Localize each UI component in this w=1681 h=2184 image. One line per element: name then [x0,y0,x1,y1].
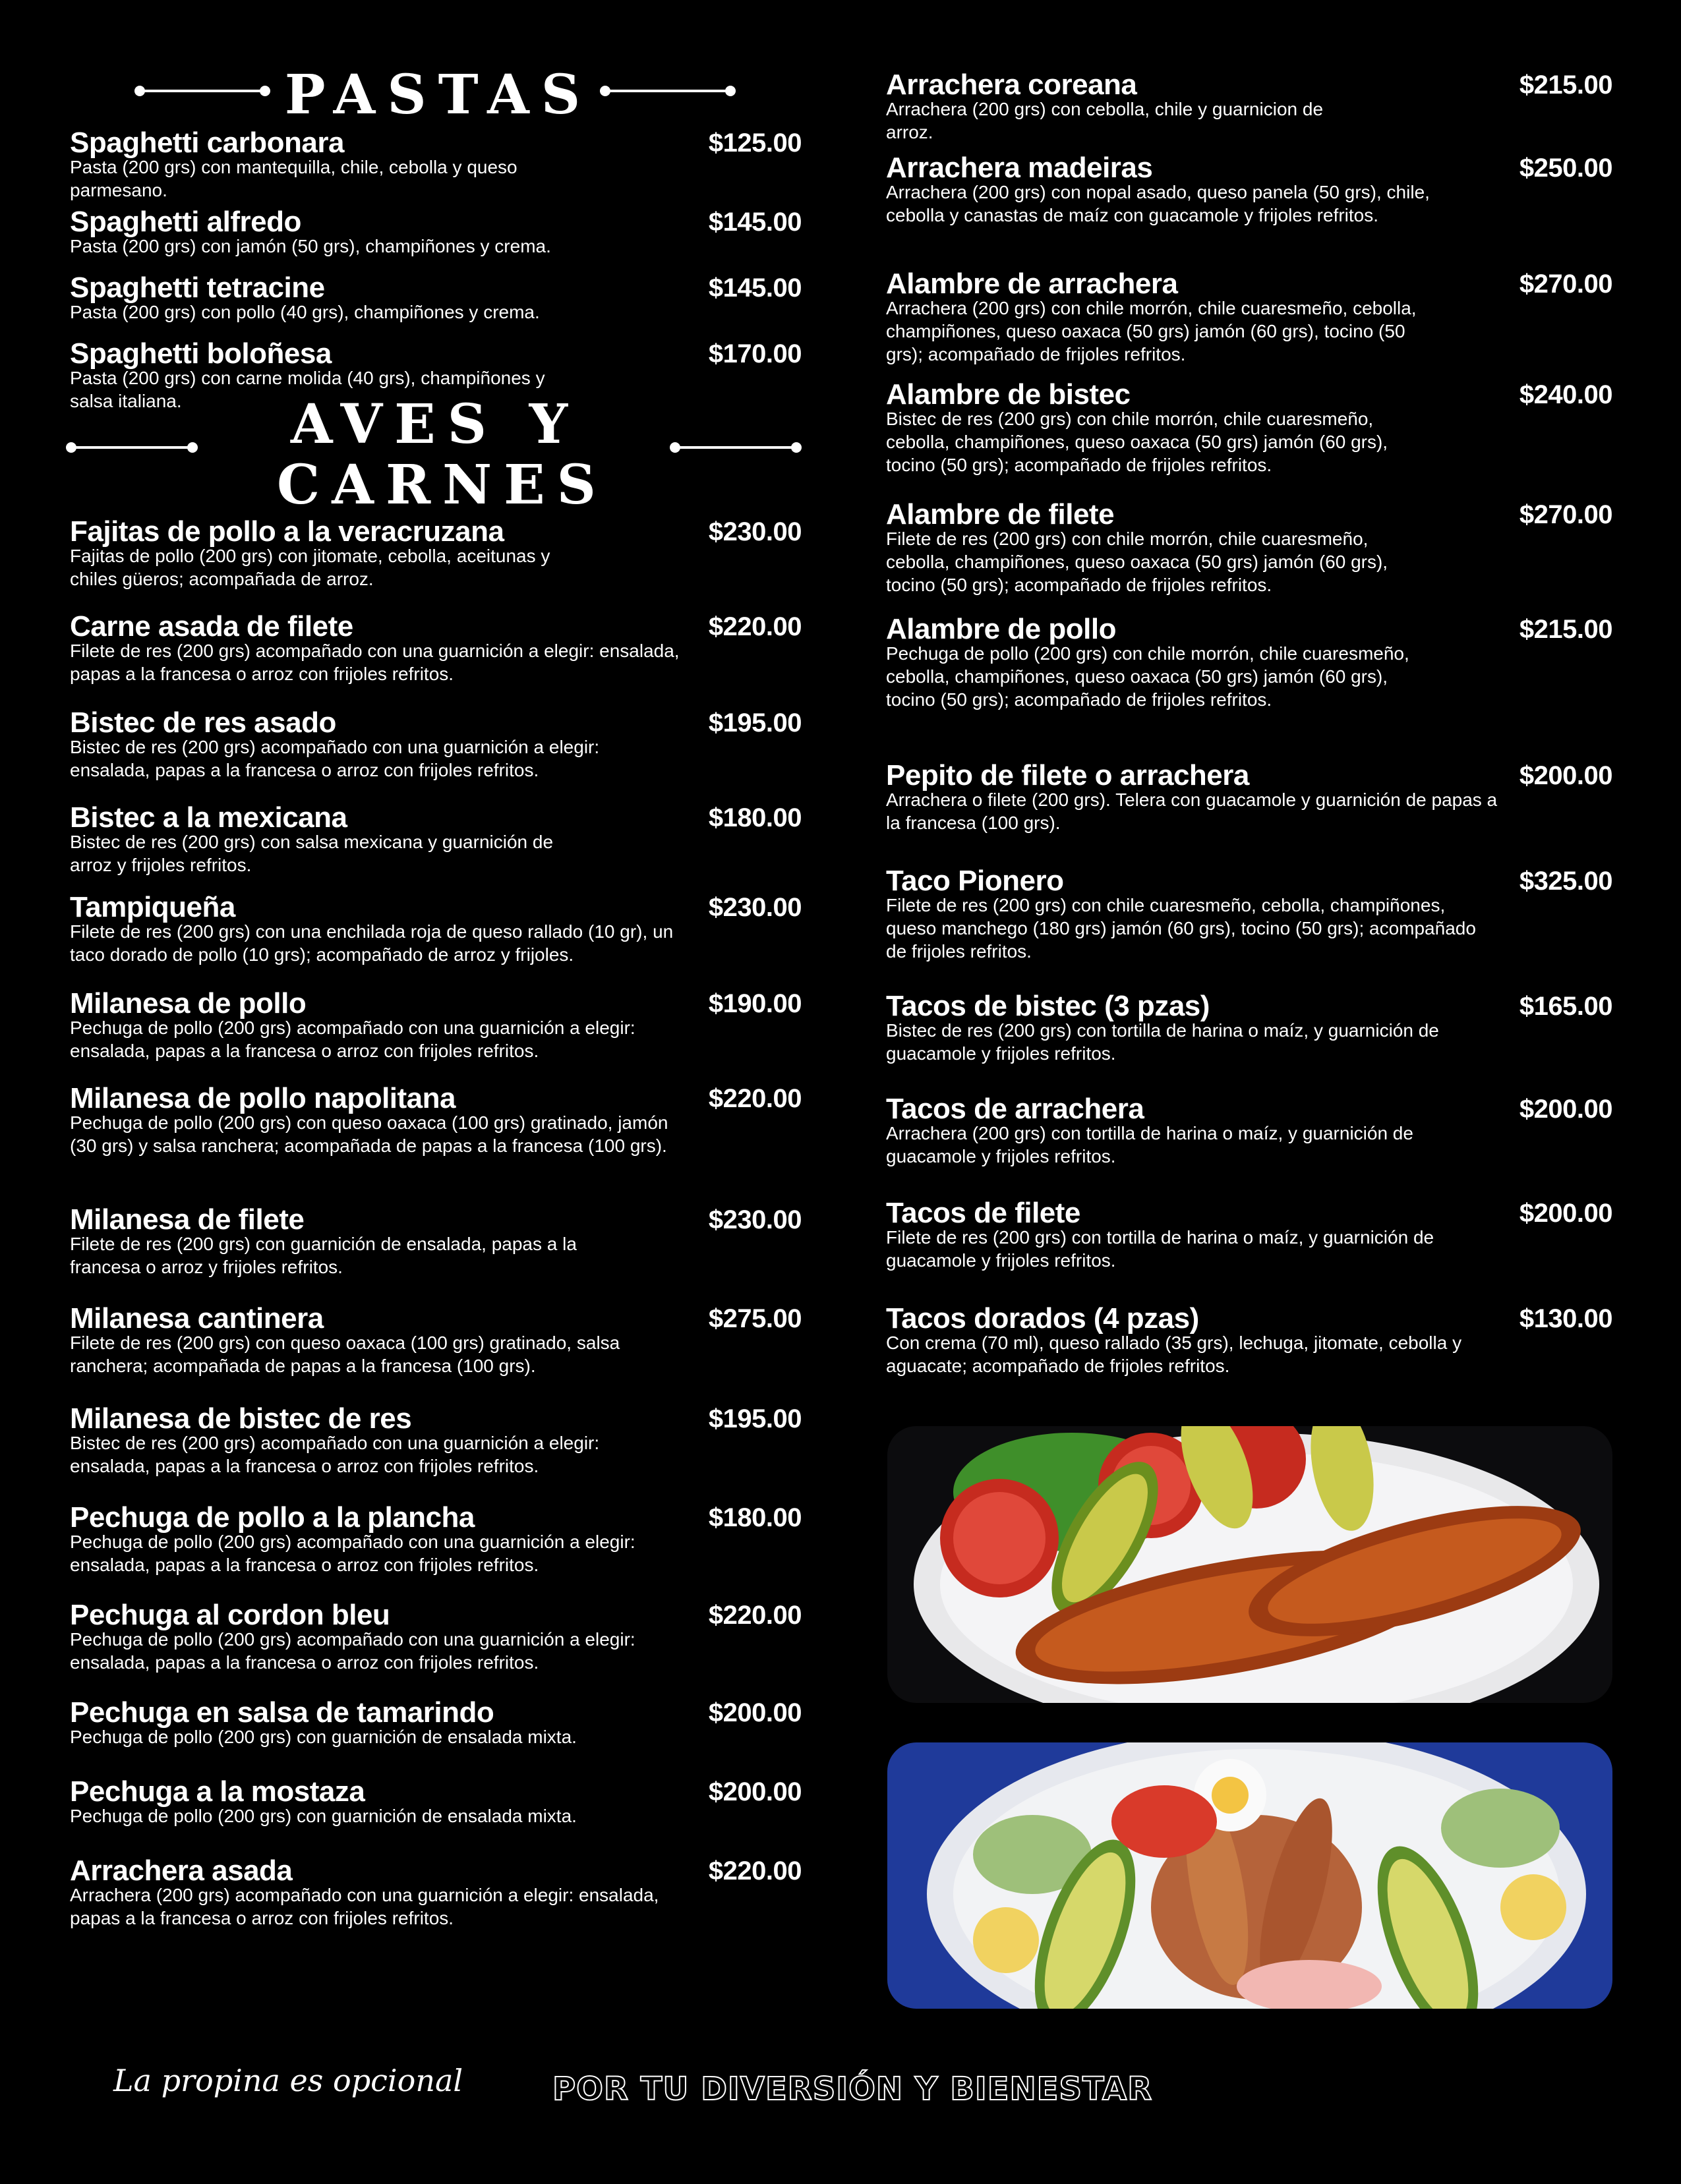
item-name: Bistec de res asado [70,706,336,739]
item-price: $230.00 [708,893,802,922]
menu-item [70,1601,802,1674]
item-description: Arrachera (200 grs) con chile morrón, chile cuaresmeño, cebolla, champiñones, queso oaxaca (50 grs) jamón (60 grs), tocino (50 grs); acompañado de frijoles refritos. [886,298,1417,364]
item-price: $275.00 [708,1304,802,1333]
menu-item [70,1203,802,1279]
menu-item [886,154,1612,227]
menu-item [886,867,1612,963]
item-description: Pechuga de pollo (200 grs) acompañado con una guarnición a elegir: ensalada, papas a la francesa o arroz con frijoles refritos. [70,1018,635,1061]
grilled-chicken-plate-photo [887,1426,1612,1703]
menu-item [886,759,1612,834]
item-name: Arrachera asada [70,1854,293,1887]
menu-item [70,129,802,202]
item-price: $200.00 [1519,761,1612,790]
menu-item [70,1402,802,1478]
item-name: Milanesa de bistec de res [70,1402,412,1435]
item-name: Spaghetti tetracine [70,272,325,304]
item-price: $215.00 [1519,615,1612,644]
food-photo-icon [887,1426,1612,1703]
item-price: $180.00 [708,1503,802,1532]
menu-item [886,71,1612,144]
item-name: Fajitas de pollo a la veracruzana [70,515,504,548]
item-description: Bistec de res (200 grs) con chile morrón, chile cuaresmeño, cebolla, champiñones, queso oaxaca (50 grs) jamón (60 grs), tocino (50 grs); acompañado de frijoles refritos. [886,409,1388,475]
menu-item [70,706,802,782]
item-description: Arrachera o filete (200 grs). Telera con guacamole y guarnición de papas a la francesa (100 grs). [886,790,1498,833]
item-description: Arrachera (200 grs) con cebolla, chile y guarnicion de arroz. [886,99,1324,142]
item-price: $125.00 [708,129,802,158]
aves-divider-right [675,446,796,449]
item-name: Arrachera coreana [886,69,1137,101]
item-price: $200.00 [1519,1095,1612,1124]
aves-title-line2: CARNES [277,453,608,517]
item-name: Tacos de bistec (3 pzas) [886,990,1210,1022]
pastas-divider-left [140,90,265,92]
menu-item [886,378,1612,476]
item-description: Filete de res (200 grs) con chile morrón, chile cuaresmeño, cebolla, champiñones, queso oaxaca (50 grs) jamón (60 grs), tocino (50 grs); acompañado de frijoles refritos. [886,529,1388,595]
item-name: Pechuga al cordon bleu [70,1599,390,1631]
item-price: $220.00 [708,1856,802,1885]
menu-item [886,270,1612,366]
item-description: Bistec de res (200 grs) con salsa mexicana y guarnición de arroz y frijoles refritos. [70,832,554,875]
item-description: Filete de res (200 grs) acompañado con una guarnición a elegir: ensalada, papas a la francesa o arroz con frijoles refritos. [70,641,680,684]
item-price: $195.00 [708,1404,802,1433]
menu-item [70,1696,802,1748]
item-description: Pechuga de pollo (200 grs) con guarnición de ensalada mixta. [70,1727,577,1747]
item-price: $190.00 [708,989,802,1018]
menu-item [70,337,802,413]
item-name: Pechuga de pollo a la plancha [70,1501,475,1534]
item-price: $165.00 [1519,992,1612,1021]
item-price: $325.00 [1519,867,1612,896]
item-price: $145.00 [708,208,802,237]
item-name: Pechuga a la mostaza [70,1775,365,1808]
item-name: Milanesa de pollo napolitana [70,1082,456,1114]
menu-item [70,274,802,324]
menu-item [886,1199,1612,1272]
item-price: $250.00 [1519,154,1612,183]
item-price: $240.00 [1519,380,1612,409]
item-name: Alambre de bistec [886,378,1131,411]
item-name: Arrachera madeiras [886,152,1153,184]
item-name: Carne asada de filete [70,610,353,643]
item-name: Alambre de arrachera [886,268,1178,300]
item-description: Bistec de res (200 grs) con tortilla de harina o maíz, y guarnición de guacamole y frijoles refritos. [886,1020,1439,1064]
item-name: Tacos de filete [886,1197,1080,1229]
item-description: Arrachera (200 grs) con tortilla de harina o maíz, y guarnición de guacamole y frijoles refritos. [886,1123,1413,1166]
menu-item [886,1095,1612,1168]
menu-item [70,891,802,966]
item-price: $220.00 [708,612,802,641]
item-price: $215.00 [1519,71,1612,100]
item-description: Filete de res (200 grs) con queso oaxaca (100 grs) gratinado, salsa ranchera; acompañada de papas a la francesa (100 grs). [70,1333,620,1376]
menu-item [70,515,802,590]
item-description: Bistec de res (200 grs) acompañado con una guarnición a elegir: ensalada, papas a la francesa o arroz con frijoles refritos. [70,1433,600,1476]
item-description: Pechuga de pollo (200 grs) con queso oaxaca (100 grs) gratinado, jamón (30 grs) y salsa ranchera; acompañada de papas a la francesa (100 grs). [70,1112,668,1156]
item-description: Filete de res (200 grs) con guarnición de ensalada, papas a la francesa o arroz y frijoles refritos. [70,1234,577,1277]
aves-title-line1: AVES Y [290,393,580,456]
item-description: Arrachera (200 grs) acompañado con una guarnición a elegir: ensalada, papas a la francesa o arroz con frijoles refritos. [70,1885,659,1928]
item-price: $130.00 [1519,1304,1612,1333]
menu-item [70,1501,802,1576]
item-name: Alambre de filete [886,498,1115,531]
item-description: Pechuga de pollo (200 grs) acompañado con una guarnición a elegir: ensalada, papas a la francesa o arroz con frijoles refritos. [70,1629,635,1673]
menu-item [70,610,802,685]
item-price: $195.00 [708,708,802,737]
item-description: Filete de res (200 grs) con tortilla de harina o maíz, y guarnición de guacamole y frijoles refritos. [886,1227,1434,1271]
menu-item [70,1302,802,1377]
item-name: Spaghetti boloñesa [70,337,332,370]
item-name: Taco Pionero [886,865,1064,897]
item-price: $170.00 [708,339,802,368]
item-price: $270.00 [1519,500,1612,529]
tip-note: La propina es opcional [113,2063,463,2098]
chef-salad-photo [887,1742,1612,2009]
item-description: Pasta (200 grs) con carne molida (40 grs), champiñones y salsa italiana. [70,368,545,411]
slogan: POR TU DIVERSIÓN Y BIENESTAR [552,2071,1153,2108]
item-description: Pechuga de pollo (200 grs) acompañado con una guarnición a elegir: ensalada, papas a la francesa o arroz con frijoles refritos. [70,1532,635,1575]
item-price: $200.00 [708,1777,802,1806]
food-photo-icon [887,1742,1612,2009]
item-name: Tampiqueña [70,891,235,923]
item-name: Tacos dorados (4 pzas) [886,1302,1199,1335]
menu-item [886,1302,1612,1377]
item-price: $200.00 [1519,1199,1612,1228]
item-price: $230.00 [708,517,802,546]
item-description: Pechuga de pollo (200 grs) con chile morrón, chile cuaresmeño, cebolla, champiñones, queso oaxaca (50 grs) jamón (60 grs), tocino (50 grs); acompañado de frijoles refritos. [886,643,1409,710]
menu-item [70,1775,802,1827]
item-price: $270.00 [1519,270,1612,299]
item-description: Pasta (200 grs) con mantequilla, chile, cebolla y queso parmesano. [70,157,517,200]
item-price: $145.00 [708,273,802,302]
item-name: Bistec a la mexicana [70,801,347,834]
item-price: $200.00 [708,1698,802,1727]
item-price: $180.00 [708,803,802,832]
menu-item [70,987,802,1062]
menu-item [70,208,802,258]
menu-item [886,613,1612,711]
item-description: Fajitas de pollo (200 grs) con jitomate, cebolla, aceitunas y chiles güeros; acompañada de arroz. [70,546,550,589]
item-price: $220.00 [708,1601,802,1630]
item-name: Pepito de filete o arrachera [886,759,1249,791]
menu-item [70,801,802,876]
pastas-section-title: PASTAS [284,63,593,127]
menu-item [886,992,1612,1065]
item-name: Milanesa cantinera [70,1302,324,1335]
item-price: $230.00 [708,1205,802,1234]
menu-item [70,1082,802,1157]
item-description: Filete de res (200 grs) con una enchilada roja de queso rallado (10 gr), un taco dorado de pollo (10 grs); acompañado de arroz y frijoles. [70,921,674,965]
menu-item [886,498,1612,596]
aves-divider-left [71,446,192,449]
item-description: Con crema (70 ml), queso rallado (35 grs), lechuga, jitomate, cebolla y aguacate; acompañado de frijoles refritos. [886,1333,1462,1376]
item-price: $220.00 [708,1084,802,1113]
pastas-divider-right [605,90,730,92]
item-description: Pasta (200 grs) con pollo (40 grs), champiñones y crema. [70,302,540,322]
item-description: Bistec de res (200 grs) acompañado con una guarnición a elegir: ensalada, papas a la francesa o arroz con frijoles refritos. [70,737,600,780]
item-description: Filete de res (200 grs) con chile cuaresmeño, cebolla, champiñones, queso manchego (180 grs) jamón (60 grs), tocino (50 grs); acompañado de frijoles refritos. [886,895,1476,962]
item-name: Pechuga en salsa de tamarindo [70,1696,494,1729]
item-description: Pechuga de pollo (200 grs) con guarnición de ensalada mixta. [70,1806,577,1826]
item-name: Spaghetti carbonara [70,127,344,159]
menu-item [70,1854,802,1930]
item-name: Spaghetti alfredo [70,206,301,238]
item-description: Pasta (200 grs) con jamón (50 grs), champiñones y crema. [70,236,551,256]
item-name: Alambre de pollo [886,613,1116,645]
item-name: Milanesa de pollo [70,987,307,1020]
item-name: Milanesa de filete [70,1203,305,1236]
item-description: Arrachera (200 grs) con nopal asado, queso panela (50 grs), chile, cebolla y canastas de maíz con guacamole y frijoles refritos. [886,182,1430,225]
item-name: Tacos de arrachera [886,1093,1144,1125]
